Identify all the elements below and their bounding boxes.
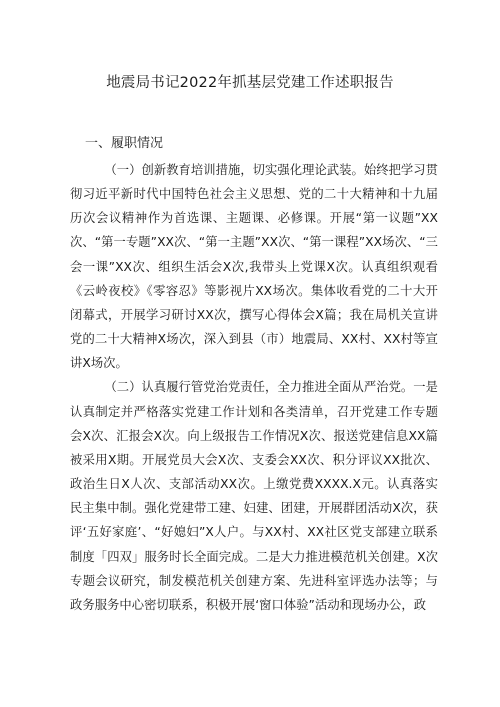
document-body — [70, 133, 438, 617]
document-title: 地震局书记2022年抓基层党建工作述职报告 — [106, 75, 394, 91]
section-heading: 一、履职情况 — [85, 136, 164, 151]
paragraph-1: （一）创新教育培训措施，切实强化理论武装。始终把学习贯彻习近平新时代中国特色社会主义思想、党的二十大精神和十九届历次会议精神作为首选课、主题课、必修课。开展“第一议题”XX次、“第一专题”XX次、“第一主题”XX次、“第一课程”XX场次、“三会一课”XX次、组织生活会X次,我带头上党课X次。认真组织观看《云岭夜校》《零容忍》等影视片XX场次。集体收看党的二十大开闭幕式，开展学习研讨XX次，撰写心得体会X篇；我在局机关宣讲党的二十大精神X场次，深入到县（市）地震局、XX村、XX村等宣讲X场次。 — [70, 163, 438, 371]
paragraph-2: （二）认真履行管党治党责任，全力推进全面从严治党。一是认真制定并严格落实党建工作计划和各类清单，召开党建工作专题会X次、汇报会X次。向上级报告工作情况X次、报送党建信息XX篇被采用X期。开展党员大会X次、支委会XX次、积分评议XX批次、政治生日X人次、支部活动XX次。上缴党费XXXX.X元。认真落实民主集中制。强化党建带工建、妇建、团建，开展群团活动X次，获评‘五好家庭’、“好媳妇”X人户。与XX村、XX社区党支部建立联系制度「四双」服务时长全面完成。二是大力推进模范机关创建。X次专题会议研究，制发模范机关创建方案、先进科室评选办法等；与政务服务中心密切联系，积极开展‘窗口体验”活动和现场办公，政 — [70, 380, 438, 612]
